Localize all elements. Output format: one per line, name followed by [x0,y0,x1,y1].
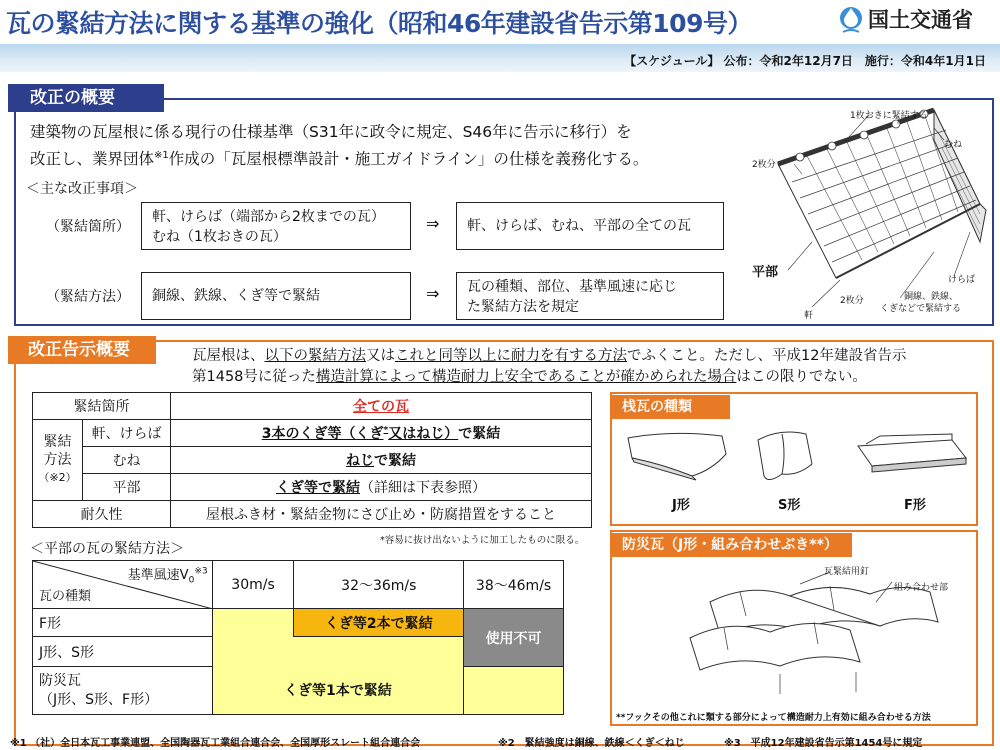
wind-header-text: 基準風速V [127,568,189,583]
row-js: J形、S形 [33,637,213,667]
label-hirabu: 平部 [83,474,171,501]
notice-part-5: でふくこと。ただし、平成12年建設省告示 [627,348,907,364]
fastening-table [32,392,592,528]
s-tile-icon [758,432,812,480]
illus-label-mune: むね [944,140,963,150]
label-noki-keraba: 軒、けらば [83,420,171,447]
value-hirabu [171,474,592,501]
r2-b: で緊結 [374,453,416,469]
row-bousai-2: （J形、S形、F形） [39,691,159,708]
cell-2nails: くぎ等2本で緊結 [294,609,464,637]
r1-c: で緊結 [458,426,501,442]
all-tiles-text: 全ての瓦 [353,399,409,415]
overview-tab: 改正の概要 [8,84,164,112]
tile-types-drawing [622,424,972,494]
arrow-place: ⇒ [426,214,440,233]
hook-note: **フックその他これに類する部分によって構造耐力上有効に組み合わせる方法 [616,713,931,723]
value-all-tiles [171,393,592,420]
notice-part-2: 以下の緊結方法 [264,348,366,364]
notice-part-1: 瓦屋根は、 [192,348,265,364]
illus-label-hirabu: 平部 [752,265,779,280]
before-box-method [141,272,411,320]
type-header: 瓦の種類 [39,589,92,604]
org-name: 国土交通省 [868,8,973,32]
cell-f-30 [212,609,294,637]
r1-a: 3本のくぎ等（くぎ [261,426,384,442]
water-drop-icon [840,7,862,32]
overview-intro [30,120,750,171]
page-title: 瓦の緊結方法に関する基準の強化（昭和46年建設省告示第109号） [6,9,752,38]
intro-line-2 [30,144,750,171]
value-durability: 屋根ふき材・緊結金物にさび止め・防腐措置をすること [171,501,592,528]
hirabu-table [32,560,564,715]
j-tile-icon [628,433,726,480]
col-30: 30m/s [212,561,294,609]
s-tile-label: S形 [778,498,801,513]
illus-label-every-other: 1枚おきに緊結する [850,111,928,121]
col-32-36: 32～36m/s [294,561,464,609]
before-method-line-1: 銅線、鉄線、くぎ等で緊結 [152,288,320,304]
footnote-3: ※3 平成12年建設省告示第1454号に規定 [724,738,923,749]
row-f: F形 [33,609,213,637]
illus-label-wires-2: くぎなどで緊結する [880,304,962,314]
table-row [33,501,592,528]
table-row [33,609,564,637]
diagonal-header [33,561,213,609]
table-row [33,420,592,447]
row-bousai-1: 防災瓦 [39,672,81,689]
row-bousai [33,667,213,715]
intro-line-1: 建築物の瓦屋根に係る現行の仕様基準（S31年に政令に規定、S46年に告示に移行）を [30,123,632,141]
bousai-label-nail: 瓦緊結用釘 [824,567,870,577]
bousai-label-joint: 組み合わせ部 [894,583,949,593]
after-place-line-1: 軒、けらば、むね、平部の全ての瓦 [467,218,691,234]
cell-1nail: くぎ等1本で緊結 [212,637,464,715]
r1-sup: * [383,425,389,436]
arrow-method: ⇒ [426,284,440,303]
table-row [33,474,592,501]
value-mune [171,447,592,474]
bousai-tab: 防災瓦（J形・組み合わせぶき**） [612,533,852,557]
col-38-46: 38～46m/s [464,561,564,609]
illus-label-2mai-top: 2枚分 [752,160,776,170]
r3-b: （詳細は下表参照） [360,480,486,496]
r2-a: ねじ [346,453,374,469]
header-durability: 耐久性 [33,501,171,528]
header-method-1: 緊結 [43,434,72,450]
table-row [33,561,564,609]
r3-a: くぎ等で緊結 [276,480,360,496]
table-row [33,447,592,474]
after-box-place [456,202,724,250]
before-place-line-1: 軒、けらば（端部から2枚までの瓦） [152,209,385,225]
schedule-text: 【スケジュール】 公布：令和2年12月7日 施行：令和4年1月1日 [624,54,986,68]
notice-part-4: これと同等以上に耐力を有する方法 [395,348,627,364]
before-box-place [141,202,411,250]
nail-footnote: *容易に抜け出ないように加工したものに限る。 [380,535,585,546]
f-tile-label: F形 [904,498,926,513]
value-noki-keraba [171,420,592,447]
notice-text [192,346,982,388]
after-method-line-2: た緊結方法を規定 [467,299,579,315]
header-method-2: 方法 [43,452,72,468]
main-changes-heading: ＜主な改正事項＞ [26,181,138,197]
footnote-1: ※1 （社）全日本瓦工事業連盟、全国陶器瓦工業組合連合会、全国厚形スレート組合連合会 [10,738,421,749]
before-place-line-2: むね（1枚おきの瓦） [152,229,287,245]
header-method-3: （※2） [38,471,77,484]
after-box-method [456,272,724,320]
wind-header [128,564,208,586]
f-tile-icon [858,434,966,472]
illus-label-keraba: けらば [948,275,976,285]
footnote-2: ※2 緊結強度は銅線、鉄線＜くぎ＜ねじ [498,738,685,749]
header-place: 緊結箇所 [33,393,171,420]
illus-label-wires-1: 銅線、鉄線、 [904,292,959,302]
illus-label-2mai-bottom: 2枚分 [840,296,864,306]
row-label-method: （緊結方法） [46,289,130,305]
notice-part-7: 構造計算によって構造耐力上安全であることが確かめられた場合 [315,369,737,385]
intro-line-2b: 作成の「瓦屋根標準設計・施工ガイドライン」の仕様を義務化する。 [168,150,649,169]
table-row [33,393,592,420]
j-tile-label: J形 [672,498,690,513]
illus-label-noki: 軒 [804,311,814,321]
label-mune: むね [83,447,171,474]
after-method-line-1: 瓦の種類、部位、基準風速に応じ [467,279,677,295]
header-method [33,420,83,501]
notice-part-3: 又は [366,348,395,364]
tile-types-tab: 桟瓦の種類 [612,395,730,419]
notice-tab: 改正告示概要 [8,336,156,364]
intro-line-2a: 改正し、業界団体 [30,150,155,169]
notice-part-8: はこの限りでない。 [736,369,867,385]
row-label-place: （緊結箇所） [46,219,130,235]
r1-b: 又はねじ） [388,426,459,442]
cell-unusable: 使用不可 [464,609,564,667]
wind-header-sup: ※3 [194,566,208,577]
hirabu-method-heading: ＜平部の瓦の緊結方法＞ [30,541,184,557]
footnote-ref-1: ※1 [154,150,169,161]
notice-part-6: 第1458号に従った [192,369,316,385]
wind-header-sub: 0 [188,575,195,586]
cell-bousai-38 [464,667,564,715]
